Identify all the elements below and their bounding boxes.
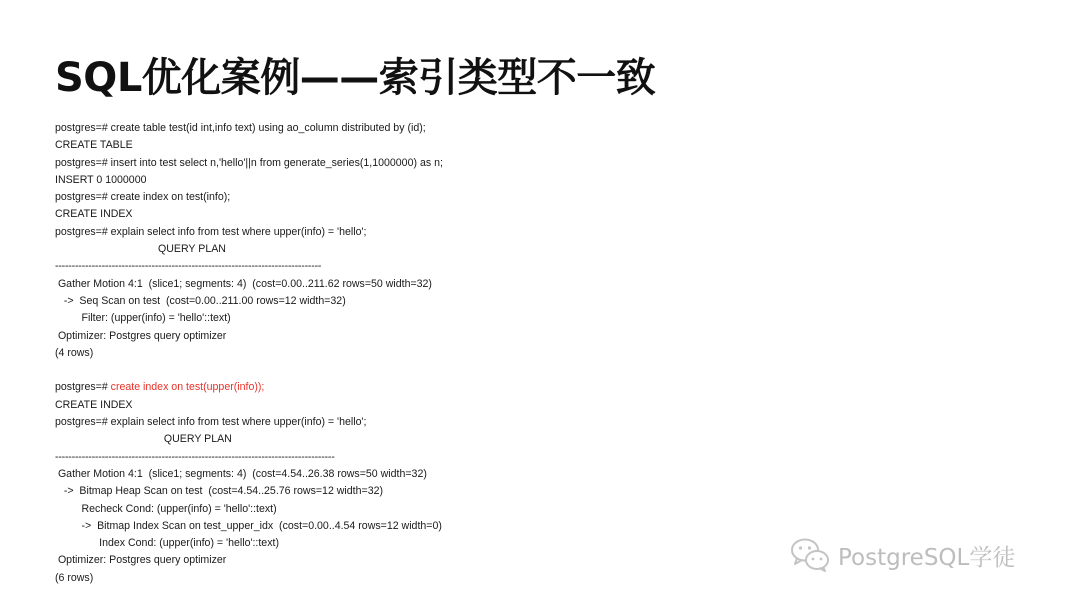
code-line: CREATE TABLE: [55, 139, 133, 152]
code-line: CREATE INDEX: [55, 398, 133, 411]
plan-line: Optimizer: Postgres query optimizer: [55, 554, 227, 567]
plan-line: Optimizer: Postgres query optimizer: [55, 329, 227, 342]
plan-line: Gather Motion 4:1 (slice1; segments: 4) (cost=0.00..211.62 rows=50 width=32): [55, 277, 432, 290]
watermark-text: PostgreSQL学徒: [838, 544, 1016, 571]
code-line: INSERT 0 1000000: [55, 173, 147, 186]
plan-line: -> Bitmap Index Scan on test_upper_idx (cost=0.00..4.54 rows=12 width=0): [55, 519, 442, 532]
session-part-2: [55, 379, 443, 587]
code-line: postgres=# create index on test(info);: [55, 191, 231, 204]
highlighted-command: create index on test(upper(info));: [110, 381, 265, 394]
plan-line: -> Seq Scan on test (cost=0.00..211.00 rows=12 width=32): [55, 294, 346, 307]
plan-line: -> Bitmap Heap Scan on test (cost=4.54..25.76 rows=12 width=32): [55, 485, 384, 498]
plan-line: Recheck Cond: (upper(info) = 'hello'::text): [55, 502, 277, 515]
row-count: (4 rows): [55, 346, 94, 359]
code-line: postgres=# explain select info from test where upper(info) = 'hello';: [55, 225, 367, 238]
wechat-icon: [790, 537, 830, 573]
row-count: (6 rows): [55, 571, 94, 584]
query-plan-header: QUERY PLAN: [55, 433, 232, 446]
page-title: SQL优化案例——索引类型不一致: [55, 55, 656, 101]
code-line: postgres=# explain select info from test where upper(info) = 'hello';: [55, 416, 367, 429]
plan-line: Index Cond: (upper(info) = 'hello'::text): [55, 537, 279, 550]
code-line: postgres=# insert into test select n,'hello'||n from generate_series(1,1000000) as n;: [55, 156, 443, 169]
prompt: postgres=#: [55, 381, 111, 394]
plan-line: Gather Motion 4:1 (slice1; segments: 4) (cost=4.54..26.38 rows=50 width=32): [55, 467, 427, 480]
blank-line: [55, 362, 443, 379]
code-line-highlighted: [55, 379, 443, 396]
plan-line: Filter: (upper(info) = 'hello'::text): [55, 312, 231, 325]
query-plan-header: QUERY PLAN: [55, 243, 226, 256]
separator-line: ------------------------------------------------------------------------------------: [55, 450, 335, 463]
session-part-1: [55, 120, 443, 362]
code-line: postgres=# create table test(id int,info text) using ao_column distributed by (id);: [55, 122, 426, 134]
watermark: [790, 537, 1015, 573]
separator-line: --------------------------------------------------------------------------------: [55, 260, 322, 273]
code-line: CREATE INDEX: [55, 208, 133, 221]
sql-session-output: [55, 120, 443, 587]
